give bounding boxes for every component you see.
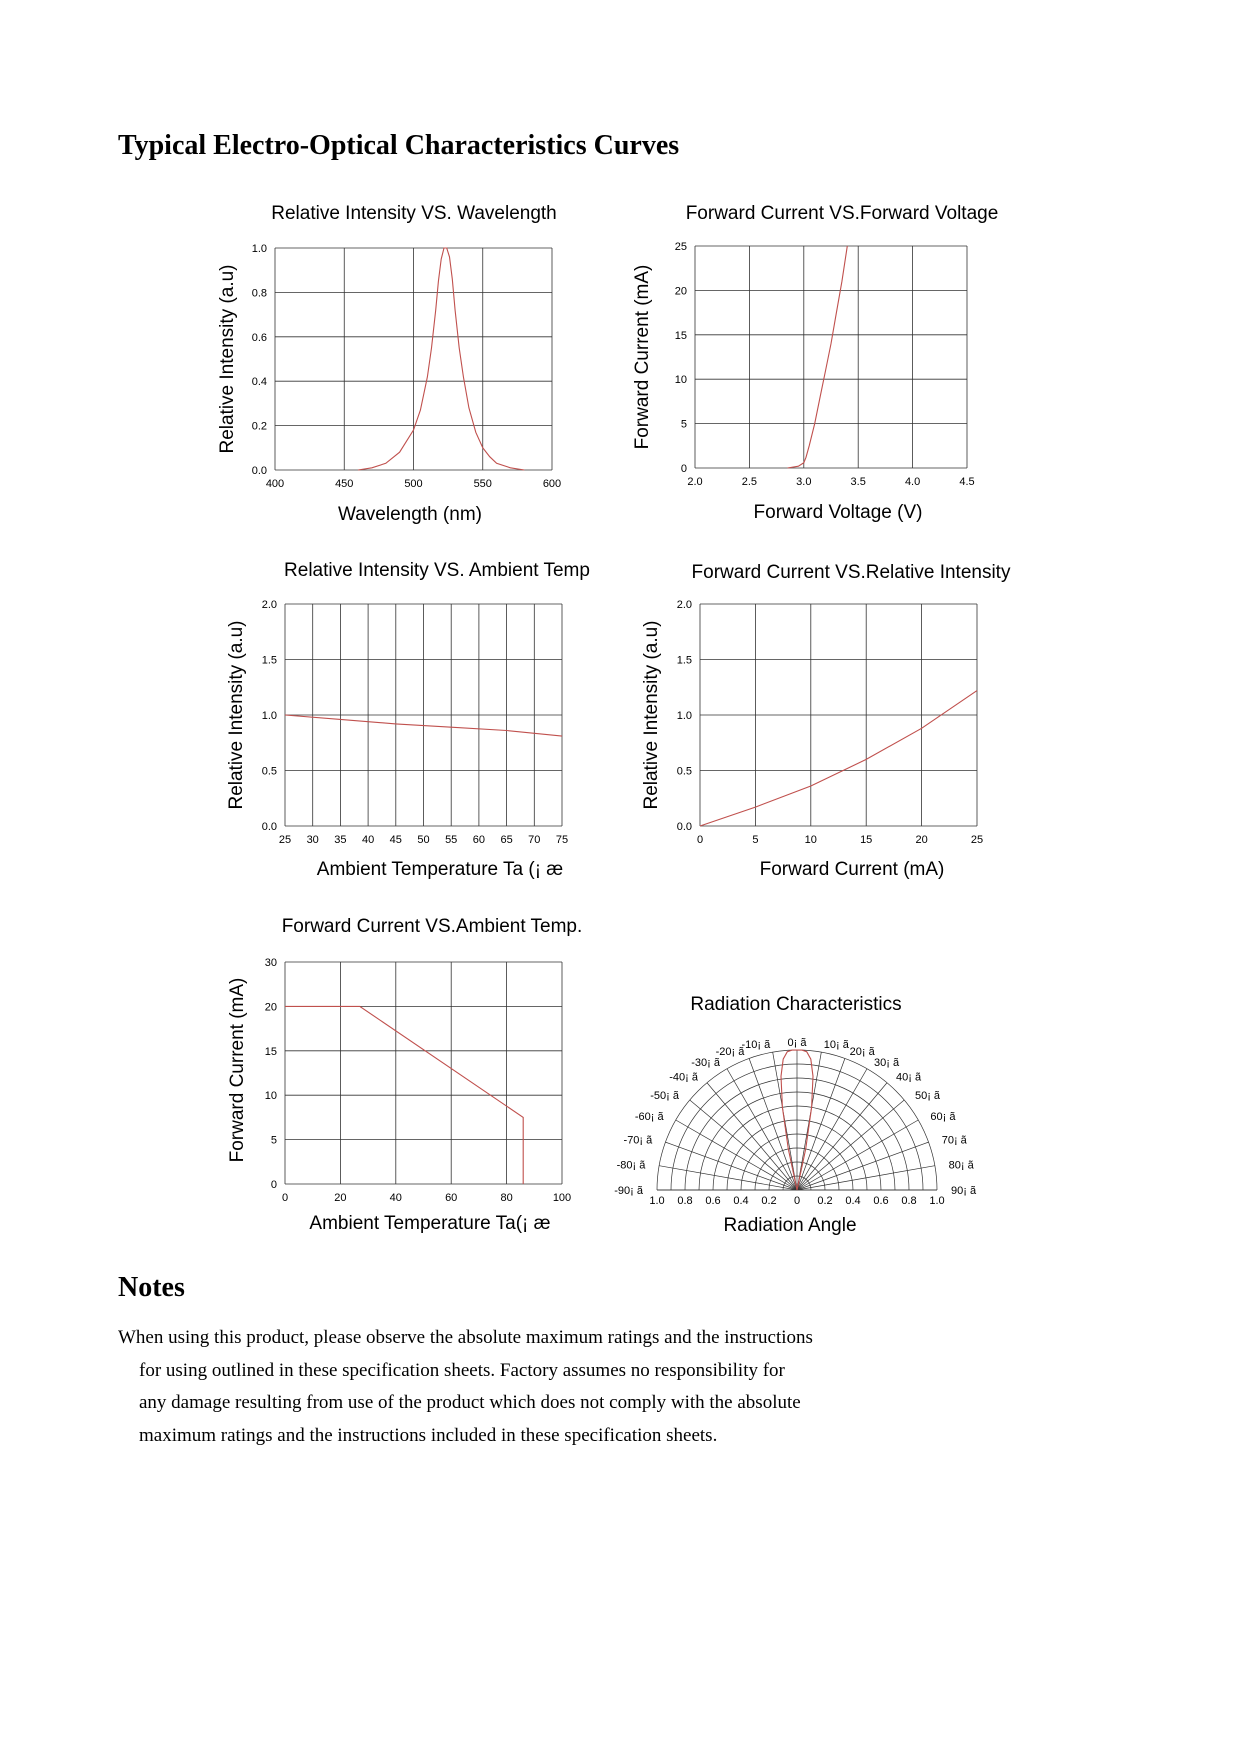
series-line <box>788 246 848 468</box>
x-tick-label: 70 <box>528 834 541 846</box>
chart-title: Relative Intensity VS. Wavelength <box>271 203 557 224</box>
y-tick-label: 1.0 <box>251 243 267 255</box>
angle-label: 0¡ ã <box>787 1037 807 1049</box>
y-tick-label: 15 <box>264 1045 277 1058</box>
x-tick-label: 3.0 <box>796 476 812 488</box>
y-tick-label: 20 <box>674 285 687 298</box>
x-tick-label: 3.5 <box>850 476 866 488</box>
angle-label: 30¡ ã <box>874 1056 900 1069</box>
y-tick-label: 0 <box>680 463 687 475</box>
x-tick-label: 500 <box>404 478 423 490</box>
angle-label: 90¡ ã <box>951 1185 977 1197</box>
y-tick-label: 0.0 <box>676 821 692 833</box>
y-tick-label: 0 <box>270 1179 277 1191</box>
angle-label: 20¡ ã <box>849 1045 875 1058</box>
radial-label: 0.6 <box>873 1195 889 1207</box>
y-tick-label: 2.0 <box>676 599 692 611</box>
chart-1 <box>217 203 561 525</box>
notes-line: When using this product, please observe the absolute maximum ratings and the instructions <box>118 1327 813 1348</box>
angle-label: -70¡ ã <box>623 1134 653 1147</box>
angle-label: -50¡ ã <box>650 1089 680 1102</box>
chart-title: Forward Current VS.Ambient Temp. <box>281 916 583 937</box>
y-tick-label: 25 <box>674 241 687 253</box>
y-tick-label: 0.6 <box>251 331 267 344</box>
x-tick-label: 100 <box>552 1192 572 1204</box>
chart-6-radiation <box>614 994 977 1236</box>
x-tick-label: 20 <box>334 1192 347 1204</box>
x-tick-label: 25 <box>278 834 292 846</box>
y-axis-label: Relative Intensity (a.u) <box>217 264 238 454</box>
x-tick-label: 4.0 <box>904 476 921 488</box>
notes-line: for using outlined in these specification sheets. Factory assumes no responsibility for <box>139 1359 785 1381</box>
radial-label: 0.8 <box>677 1195 693 1207</box>
x-tick-label: 600 <box>542 478 562 490</box>
y-tick-label: 5 <box>270 1134 277 1147</box>
chart-2 <box>632 203 998 523</box>
y-axis-label: Relative Intensity (a.u) <box>641 620 662 810</box>
angle-label: 60¡ ã <box>930 1111 956 1123</box>
x-tick-label: 80 <box>500 1192 513 1204</box>
radial-label: 0.6 <box>705 1195 721 1207</box>
x-tick-label: 25 <box>970 834 984 846</box>
angle-label: 50¡ ã <box>914 1089 941 1102</box>
angle-label: -90¡ ã <box>614 1185 643 1197</box>
x-axis-label: Radiation Angle <box>723 1215 857 1236</box>
x-tick-label: 20 <box>915 834 928 846</box>
y-tick-label: 0.5 <box>261 765 277 778</box>
x-tick-label: 2.5 <box>741 476 758 488</box>
y-tick-label: 10 <box>674 374 687 387</box>
chart-title: Forward Current VS.Relative Intensity <box>691 562 1011 583</box>
radial-label: 0.4 <box>845 1195 861 1207</box>
y-tick-label: 1.5 <box>261 654 277 667</box>
angle-label: 10¡ ã <box>823 1039 849 1052</box>
x-tick-label: 35 <box>334 834 347 846</box>
x-tick-label: 15 <box>860 834 873 846</box>
chart-4 <box>641 562 1011 880</box>
x-axis-label: Ambient Temperature Ta(¡ æ <box>309 1213 551 1234</box>
angle-label: -80¡ ã <box>616 1159 646 1172</box>
y-tick-label: 10 <box>264 1090 277 1103</box>
x-axis-label: Forward Current (mA) <box>759 859 945 880</box>
y-tick-label: 0.0 <box>261 821 277 833</box>
angle-label: -60¡ ã <box>634 1111 664 1123</box>
series-line <box>358 248 524 470</box>
notes-line: any damage resulting from use of the product which does not comply with the absolute <box>139 1392 801 1413</box>
y-tick-label: 20 <box>264 1001 277 1014</box>
y-tick-label: 2.0 <box>261 599 277 611</box>
chart-title: Forward Current VS.Forward Voltage <box>685 203 999 224</box>
x-tick-label: 2.0 <box>687 476 703 488</box>
y-axis-label: Forward Current (mA) <box>632 264 653 450</box>
y-axis-label: Forward Current (mA) <box>227 977 248 1163</box>
x-tick-label: 5 <box>752 834 759 846</box>
chart-title: Relative Intensity VS. Ambient Temp <box>284 560 590 581</box>
y-tick-label: 5 <box>680 418 687 431</box>
x-tick-label: 550 <box>473 478 492 490</box>
x-tick-label: 50 <box>417 834 430 846</box>
angle-label: -40¡ ã <box>669 1071 699 1084</box>
radial-label: 0 <box>793 1195 801 1207</box>
radial-label: 0.4 <box>733 1195 749 1207</box>
angle-label: -10¡ ã <box>741 1039 771 1052</box>
angle-label: 70¡ ã <box>941 1134 967 1147</box>
x-axis-label: Ambient Temperature Ta (¡ æ <box>316 859 564 880</box>
page-title: Typical Electro-Optical Characteristics Curves <box>118 130 680 161</box>
angle-label: -20¡ ã <box>715 1045 745 1058</box>
chart-3 <box>226 560 590 880</box>
y-tick-label: 0.2 <box>251 420 267 433</box>
x-tick-label: 40 <box>389 1192 402 1204</box>
y-tick-label: 15 <box>674 329 687 342</box>
chart-5 <box>227 916 582 1234</box>
x-tick-label: 4.5 <box>959 476 975 488</box>
y-tick-label: 0.5 <box>676 765 692 778</box>
y-axis-label: Relative Intensity (a.u) <box>226 620 247 810</box>
notes-title: Notes <box>118 1272 185 1303</box>
x-tick-label: 0 <box>696 834 704 846</box>
x-tick-label: 65 <box>500 834 513 846</box>
x-tick-label: 45 <box>389 834 402 846</box>
series-line <box>700 691 977 826</box>
x-tick-label: 55 <box>445 834 458 846</box>
angle-label: -30¡ ã <box>691 1056 720 1069</box>
radial-label: 0.8 <box>901 1195 917 1207</box>
y-tick-label: 0.4 <box>251 376 267 389</box>
notes-line: maximum ratings and the instructions included in these specification sheets. <box>139 1424 718 1446</box>
angle-label: 80¡ ã <box>948 1159 974 1172</box>
y-tick-label: 30 <box>264 957 277 969</box>
radial-label: 0.2 <box>761 1195 777 1207</box>
notes-body <box>118 1322 978 1452</box>
x-tick-label: 60 <box>472 834 486 846</box>
angle-label: 40¡ ã <box>895 1071 922 1084</box>
x-tick-label: 0 <box>281 1192 289 1204</box>
chart-title: Radiation Characteristics <box>690 994 902 1015</box>
radial-label: 1.0 <box>649 1195 665 1207</box>
y-tick-label: 1.5 <box>676 654 692 667</box>
y-tick-label: 1.0 <box>676 710 692 722</box>
x-tick-label: 40 <box>361 834 375 846</box>
x-axis-label: Wavelength (nm) <box>338 504 482 525</box>
x-tick-label: 10 <box>804 834 817 846</box>
x-axis-label: Forward Voltage (V) <box>753 502 923 523</box>
radial-label: 1.0 <box>929 1195 945 1207</box>
x-tick-label: 30 <box>306 834 319 846</box>
y-tick-label: 1.0 <box>261 710 277 722</box>
x-tick-label: 400 <box>265 478 285 490</box>
x-tick-label: 75 <box>555 834 569 846</box>
y-tick-label: 0.0 <box>251 465 267 477</box>
radial-label: 0.2 <box>817 1195 833 1207</box>
x-tick-label: 450 <box>335 478 354 490</box>
x-tick-label: 60 <box>445 1192 458 1204</box>
y-tick-label: 0.8 <box>251 287 267 300</box>
